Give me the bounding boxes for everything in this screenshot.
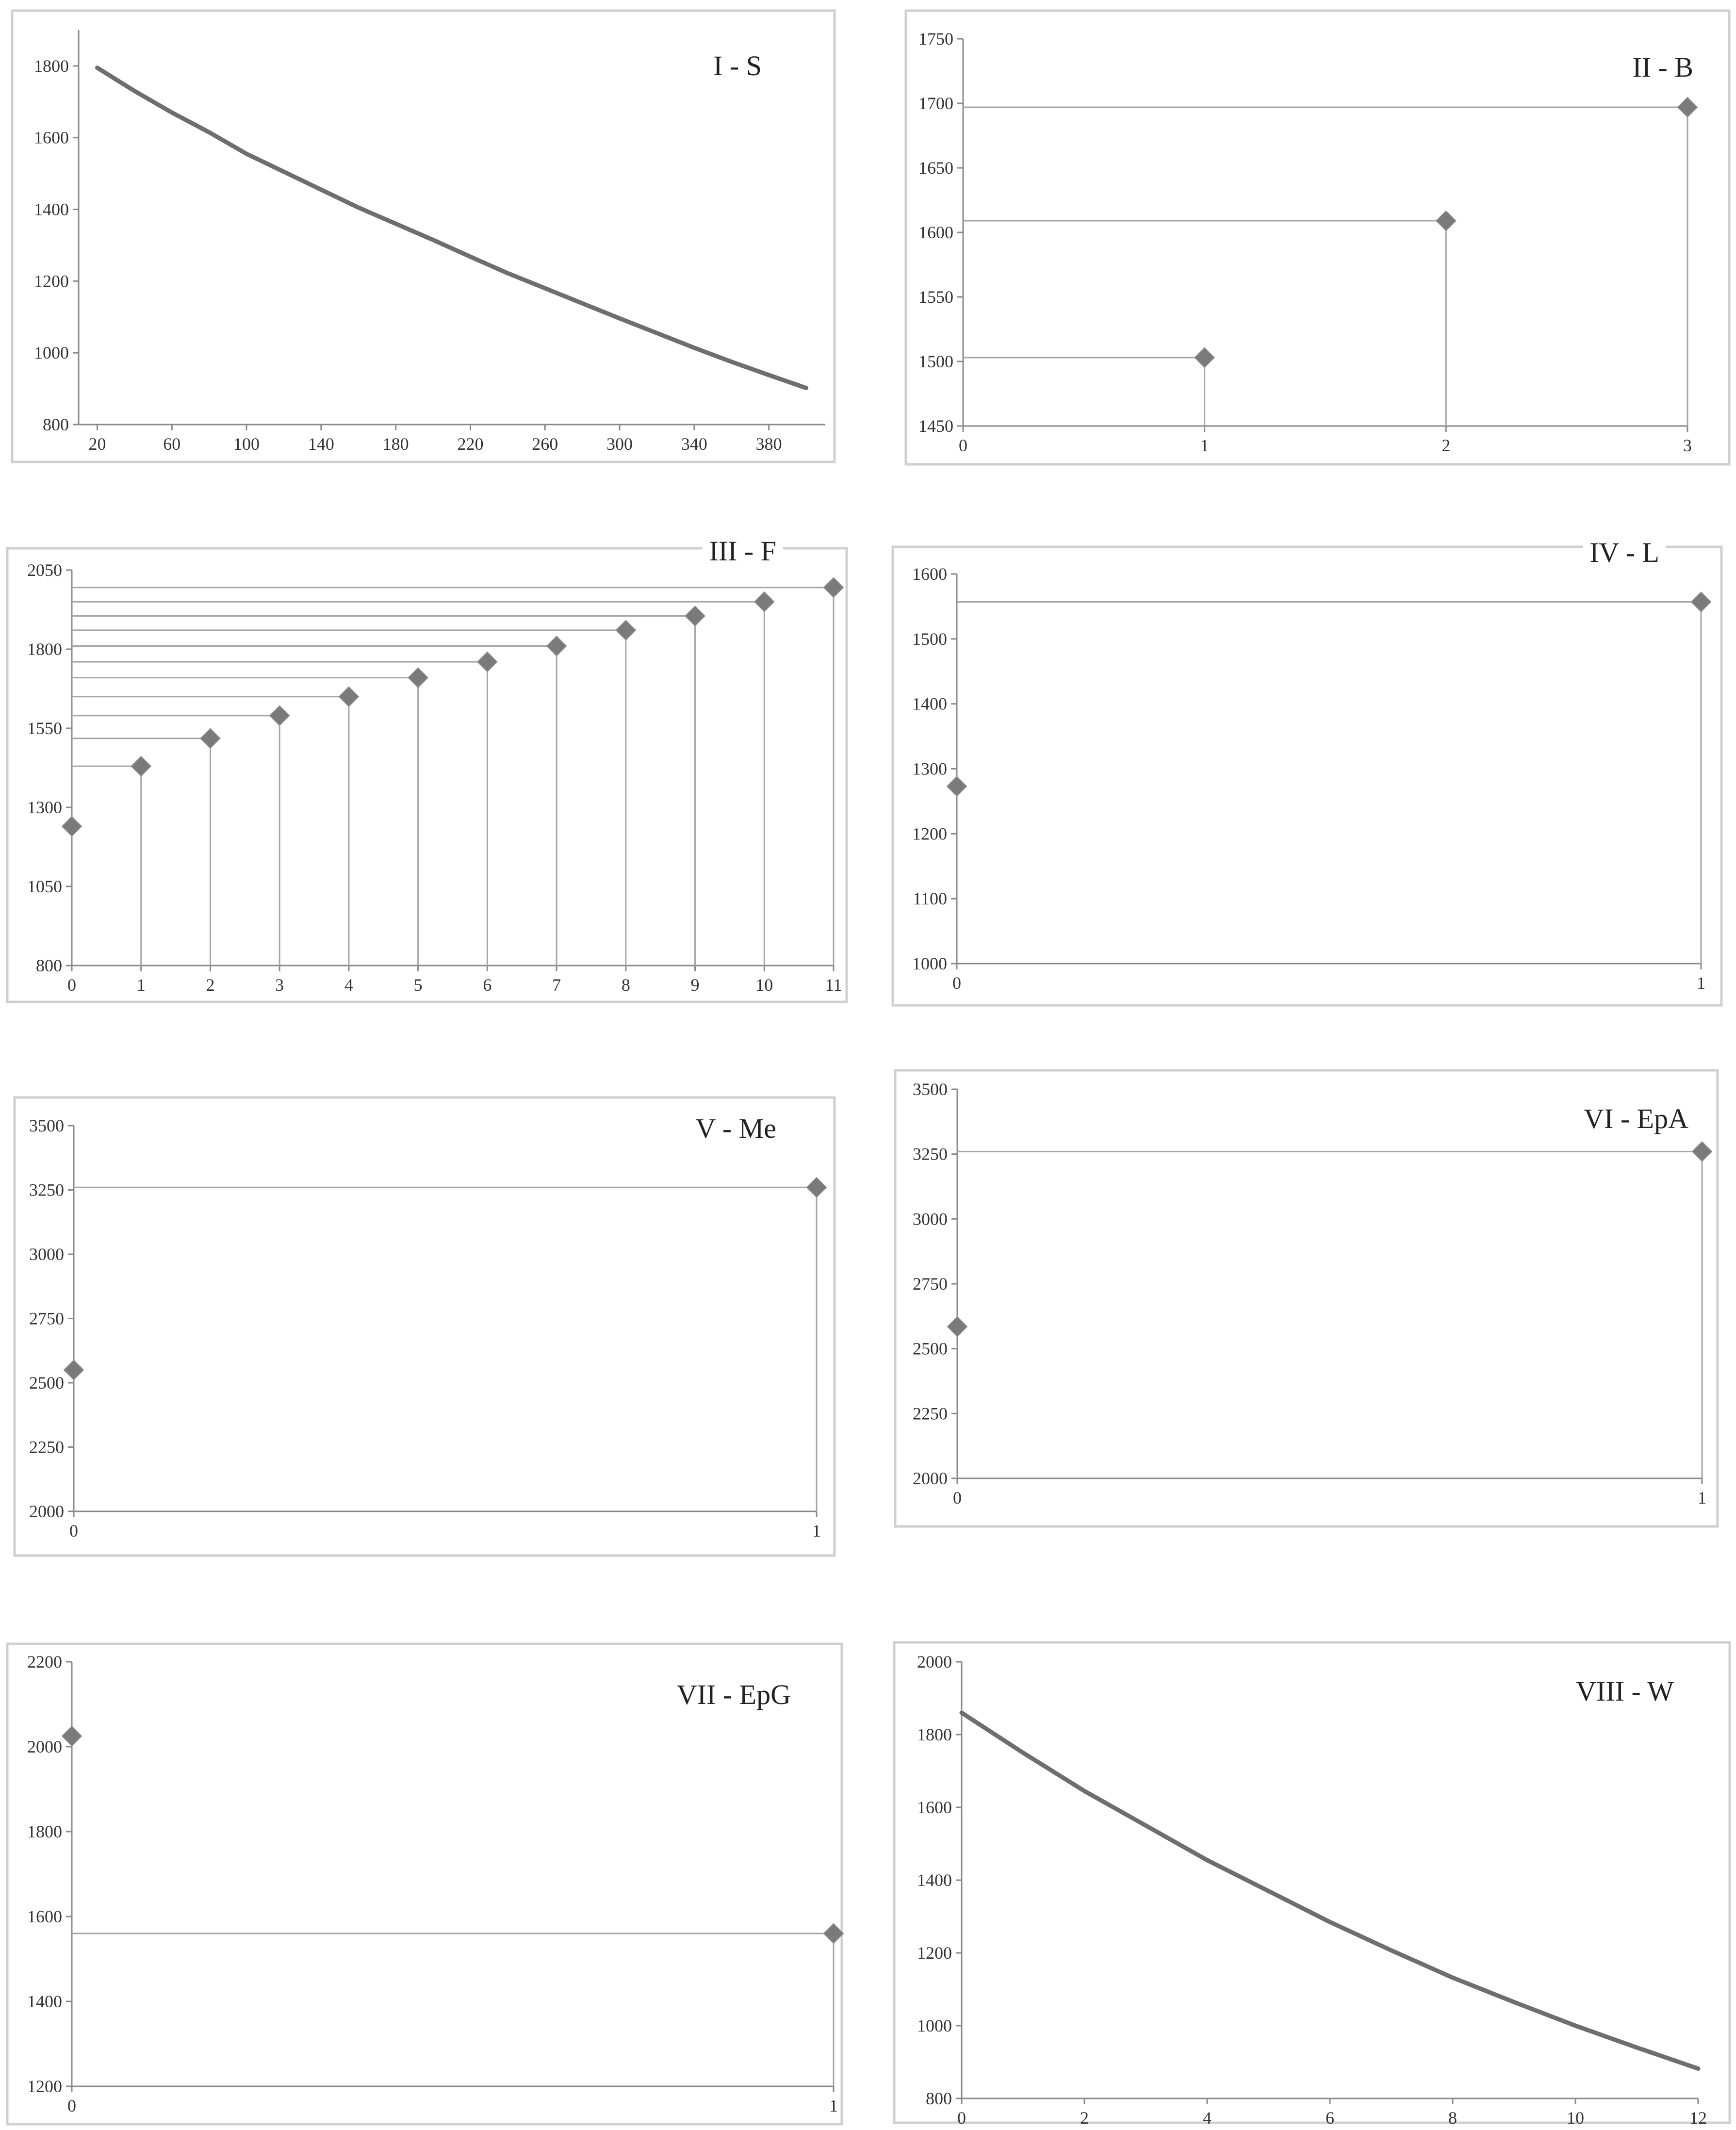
x-tick-label: 0 [67, 2096, 76, 2115]
y-tick-label: 2000 [29, 1502, 64, 1521]
y-tick-label: 1200 [27, 2077, 62, 2096]
x-tick-label: 2 [1441, 436, 1451, 455]
y-tick-label: 2200 [27, 1652, 62, 1671]
x-tick-label: 6 [1326, 2108, 1334, 2128]
y-tick-label: 3500 [29, 1116, 64, 1135]
chart-frame [893, 547, 1721, 1005]
y-tick-label: 3000 [913, 1209, 948, 1229]
y-tick-label: 3250 [29, 1180, 64, 1200]
chart-panel-viii [894, 1642, 1730, 2128]
y-tick-label: 1700 [918, 94, 953, 113]
x-tick-label: 220 [457, 434, 484, 454]
y-tick-label: 2750 [29, 1309, 64, 1328]
y-tick-label: 1000 [917, 2016, 952, 2035]
x-tick-label: 11 [825, 975, 842, 995]
x-tick-label: 1 [1200, 436, 1209, 455]
x-tick-label: 2 [206, 975, 215, 995]
y-tick-label: 1800 [34, 56, 69, 76]
y-tick-label: 2050 [27, 560, 62, 580]
x-tick-label: 340 [681, 434, 707, 454]
y-tick-label: 2250 [29, 1437, 64, 1457]
y-tick-label: 800 [43, 415, 69, 434]
chart-frame [15, 1098, 835, 1556]
y-tick-label: 2000 [917, 1652, 952, 1671]
x-tick-label: 100 [233, 434, 260, 454]
y-tick-label: 1400 [917, 1870, 952, 1890]
chart-title: IV - L [1589, 537, 1659, 568]
x-tick-label: 10 [755, 975, 773, 995]
chart-frame [7, 1644, 842, 2124]
y-tick-label: 2500 [913, 1339, 948, 1359]
y-tick-label: 1600 [917, 1798, 952, 1817]
chart-panel-vii [7, 1644, 843, 2124]
y-tick-label: 1500 [912, 629, 947, 649]
x-tick-label: 180 [382, 434, 409, 454]
x-tick-label: 2 [1080, 2108, 1089, 2128]
chart-panel-i [12, 11, 835, 462]
x-tick-label: 3 [1683, 436, 1692, 455]
x-tick-label: 4 [344, 975, 353, 995]
y-tick-label: 1800 [917, 1725, 952, 1744]
chart-title: VII - EpG [676, 1679, 791, 1710]
y-tick-label: 1400 [27, 1992, 62, 2011]
y-tick-label: 1300 [912, 759, 947, 779]
chart-panel-iii [7, 533, 847, 1002]
y-tick-label: 1200 [912, 824, 947, 844]
chart-title: V - Me [695, 1113, 776, 1144]
x-tick-label: 1 [1698, 1488, 1706, 1507]
chart-title: I - S [713, 50, 762, 82]
x-tick-label: 0 [67, 975, 76, 995]
y-tick-label: 1550 [27, 719, 62, 738]
x-tick-label: 60 [163, 434, 181, 454]
chart-frame [895, 1070, 1718, 1526]
y-tick-label: 3500 [913, 1080, 948, 1099]
y-tick-label: 1800 [27, 639, 62, 659]
y-tick-label: 2000 [913, 1469, 948, 1488]
y-tick-label: 1600 [918, 223, 953, 242]
y-tick-label: 1600 [912, 564, 947, 584]
x-tick-label: 0 [952, 973, 961, 993]
x-tick-label: 0 [953, 1488, 962, 1507]
y-tick-label: 1200 [917, 1943, 952, 1963]
y-tick-label: 1050 [27, 877, 62, 896]
y-tick-label: 800 [926, 2089, 952, 2108]
x-tick-label: 9 [690, 975, 700, 995]
x-tick-label: 7 [552, 975, 561, 995]
chart-panel-vi [895, 1070, 1718, 1526]
y-tick-label: 2000 [27, 1737, 62, 1756]
y-tick-label: 1450 [918, 416, 953, 436]
y-tick-label: 1550 [918, 287, 953, 307]
x-tick-label: 10 [1567, 2108, 1584, 2128]
x-tick-label: 3 [275, 975, 284, 995]
x-tick-label: 20 [88, 434, 106, 454]
x-tick-label: 1 [1697, 973, 1705, 993]
chart-panel-v [15, 1098, 835, 1556]
y-tick-label: 1500 [918, 352, 953, 371]
y-tick-label: 1300 [27, 798, 62, 817]
y-tick-label: 2750 [913, 1274, 948, 1294]
y-tick-label: 2500 [29, 1373, 64, 1393]
y-tick-label: 1100 [913, 889, 947, 909]
x-tick-label: 0 [957, 2108, 966, 2128]
y-tick-label: 1000 [912, 954, 947, 973]
x-tick-label: 380 [755, 434, 782, 454]
y-tick-label: 2250 [913, 1404, 948, 1424]
x-tick-label: 260 [532, 434, 558, 454]
x-tick-label: 1 [812, 1521, 821, 1540]
x-tick-label: 140 [308, 434, 334, 454]
chart-panel-ii [906, 11, 1729, 464]
y-tick-label: 800 [36, 956, 62, 975]
chart-title: VI - EpA [1584, 1103, 1688, 1134]
y-tick-label: 3250 [913, 1144, 948, 1164]
y-tick-label: 1400 [34, 199, 69, 219]
x-tick-label: 0 [69, 1521, 78, 1540]
chart-panel-iv [893, 535, 1721, 1005]
y-tick-label: 3000 [29, 1245, 64, 1264]
chart-title: II - B [1632, 51, 1693, 83]
chart-frame [906, 11, 1729, 464]
x-tick-label: 12 [1689, 2108, 1707, 2128]
x-tick-label: 1 [136, 975, 146, 995]
chart-title: VIII - W [1576, 1675, 1674, 1707]
chart-frame [894, 1642, 1730, 2123]
x-tick-label: 0 [959, 436, 967, 455]
y-tick-label: 1400 [912, 694, 947, 714]
x-tick-label: 8 [621, 975, 630, 995]
y-tick-label: 1600 [34, 128, 69, 147]
x-tick-label: 1 [829, 2096, 838, 2115]
y-tick-label: 1650 [918, 158, 953, 178]
y-tick-label: 1000 [34, 343, 69, 363]
chart-title: III - F [709, 535, 776, 567]
x-tick-label: 4 [1203, 2108, 1212, 2128]
x-tick-label: 300 [606, 434, 633, 454]
x-tick-label: 6 [483, 975, 492, 995]
y-tick-label: 1750 [918, 29, 953, 49]
y-tick-label: 1800 [27, 1822, 62, 1841]
x-tick-label: 5 [413, 975, 423, 995]
y-tick-label: 1200 [34, 271, 69, 291]
x-tick-label: 8 [1448, 2108, 1457, 2128]
y-tick-label: 1600 [27, 1907, 62, 1926]
